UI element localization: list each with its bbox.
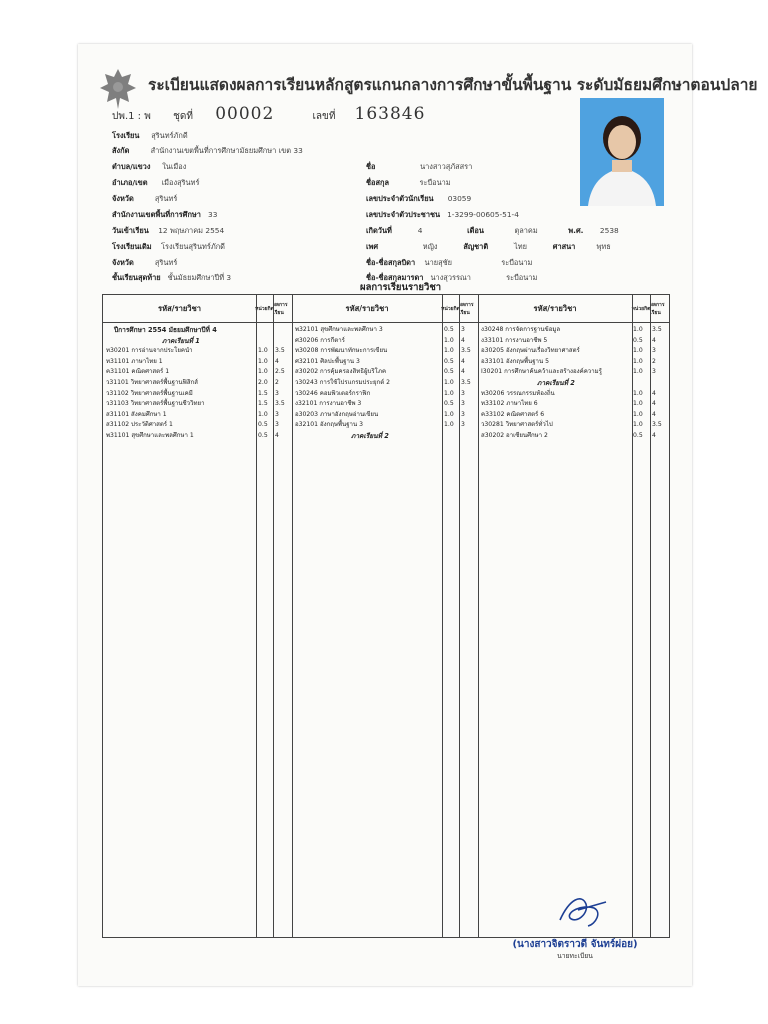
subject-name: ง33101 การงานอาชีพ 5 <box>481 336 548 344</box>
birth-row: เกิดวันที่ 4 เดือน ตุลาคม พ.ศ. 2538 <box>366 226 619 235</box>
subject-name: ค31101 คณิตศาสตร์ 1 <box>106 368 170 376</box>
results-column-1 <box>106 325 291 442</box>
grade-value: 3.5 <box>275 347 285 355</box>
semester-header-row <box>481 378 669 389</box>
citizen-id-row: เลขประจำตัวประชาชน 1-3299-00605-51-4 <box>366 210 519 219</box>
subject-row <box>295 399 477 410</box>
subject-name: ศ30206 การกีตาร์ <box>295 336 345 344</box>
subject-row <box>481 399 669 410</box>
grade-value: 3.5 <box>461 378 471 386</box>
registrar-signature <box>490 890 660 934</box>
grade-value: 3 <box>275 410 279 418</box>
subject-row <box>106 399 291 410</box>
grade-value: 2.5 <box>275 368 285 376</box>
credit-value: 1.0 <box>444 389 454 397</box>
credit-value: 1.0 <box>258 357 268 365</box>
subject-row <box>481 431 669 442</box>
previous-school-value: โรงเรียนสุรินทร์ภักดี <box>161 242 225 251</box>
nationality-value: ไทย <box>513 242 527 251</box>
results-column-2 <box>295 325 477 442</box>
subject-row <box>481 420 669 431</box>
results-section-title: ผลการเรียนรายวิชา <box>360 282 442 293</box>
subject-name: ภาคเรียนที่ 2 <box>351 431 389 440</box>
subject-row <box>106 346 291 357</box>
father-name-value: นายสุชัย <box>424 258 452 267</box>
results-column-3 <box>481 325 669 442</box>
previous-province-row: จังหวัด สุรินทร์ <box>112 258 178 267</box>
subject-name: ปีการศึกษา 2554 มัธยมศึกษาปีที่ 4 <box>114 326 217 334</box>
personal-row: เพศ หญิง สัญชาติ ไทย ศาสนา พุทธ <box>366 242 611 251</box>
grade-value: 4 <box>275 431 279 439</box>
subject-name: ส31101 สังคมศึกษา 1 <box>106 410 167 418</box>
credit-value: 0.5 <box>633 431 643 439</box>
credit-value: 1.0 <box>633 357 643 365</box>
subject-name: ท30201 การอ่านจากประโยคนำ <box>106 347 193 355</box>
semester-header-row <box>106 336 291 347</box>
grade-value: 3 <box>275 421 279 429</box>
credit-value: 1.0 <box>258 368 268 376</box>
area-value: 33 <box>208 210 218 219</box>
header-subject-1: รหัส/รายวิชา <box>103 295 256 323</box>
province-row: จังหวัด สุรินทร์ <box>112 194 178 203</box>
header-credit-2: หน่วยกิต <box>442 295 459 323</box>
form-number-row <box>112 104 425 124</box>
subject-name: อ32101 อังกฤษพื้นฐาน 3 <box>295 421 363 429</box>
birth-month-value: ตุลาคม <box>514 226 538 235</box>
subject-name: ค33102 คณิตศาสตร์ 6 <box>481 410 545 418</box>
student-photo <box>580 98 664 206</box>
grade-value: 3 <box>461 326 465 333</box>
subject-name: ว31103 วิทยาศาสตร์พื้นฐานชีววิทยา <box>106 400 205 408</box>
credit-value: 1.0 <box>444 336 454 344</box>
grade-value: 4 <box>652 389 656 397</box>
grade-value: 4 <box>275 357 279 365</box>
credit-value: 1.0 <box>258 410 268 418</box>
entry-date-value: 12 พฤษภาคม 2554 <box>158 226 225 235</box>
province-value: สุรินทร์ <box>154 194 178 203</box>
header-subject-3: รหัส/รายวิชา <box>478 295 632 323</box>
results-table <box>102 294 670 938</box>
subject-name: ว30243 การใช้โปรแกรมประยุกต์ 2 <box>295 378 391 386</box>
credit-value: 1.0 <box>258 347 268 355</box>
credit-value: 1.0 <box>633 400 643 408</box>
subject-name: ภาคเรียนที่ 2 <box>537 378 575 387</box>
previous-school-row: โรงเรียนเดิม โรงเรียนสุรินทร์ภักดี <box>112 242 225 251</box>
district-value: เมืองสุรินทร์ <box>161 178 200 187</box>
grade-value: 3 <box>461 389 465 397</box>
grade-value: 3.5 <box>275 400 285 408</box>
father-row: ชื่อ-ชื่อสกุลบิดา นายสุชัย ระบือนาม <box>366 258 533 267</box>
subject-row <box>481 357 669 368</box>
semester-header-row <box>295 431 477 442</box>
school-value: สุรินทร์ภักดี <box>151 131 188 140</box>
last-class-row: ชั้นเรียนสุดท้าย ชั้นมัธยมศึกษาปีที่ 3 <box>112 273 232 282</box>
subject-name: ท33102 ภาษาไทย 6 <box>481 400 538 408</box>
subject-name: ท30208 การพัฒนาทักษะการเขียน <box>295 347 388 355</box>
birth-year-value: 2538 <box>599 226 619 235</box>
last-class-value: ชั้นมัธยมศึกษาปีที่ 3 <box>167 273 232 282</box>
form-label: ปพ.1 : พ <box>112 111 151 122</box>
header-credit-1: หน่วยกิต <box>256 295 273 323</box>
grade-value: 4 <box>461 357 465 365</box>
subject-row <box>295 336 477 347</box>
grade-value: 2 <box>652 357 656 365</box>
previous-province-value: สุรินทร์ <box>154 258 178 267</box>
student-id-row: เลขประจำตัวนักเรียน 03059 <box>366 194 472 203</box>
credit-value: 1.5 <box>258 400 268 408</box>
subject-name: ง32101 การงานอาชีพ 3 <box>295 400 362 408</box>
credit-value: 1.0 <box>633 368 643 376</box>
subject-name: ง30248 การจัดการฐานข้อมูล <box>481 326 561 333</box>
subject-name: ว31101 วิทยาศาสตร์พื้นฐานฟิสิกส์ <box>106 378 198 386</box>
subject-name: ศ32101 ศิลปะพื้นฐาน 3 <box>295 357 360 365</box>
credit-value: 1.0 <box>633 389 643 397</box>
name-row: ชื่อ นางสาวสุภัสสรา <box>366 162 473 171</box>
credit-value: 0.5 <box>444 400 454 408</box>
subject-name: ท30206 วรรณกรรมท้องถิ่น <box>481 389 555 397</box>
grade-value: 4 <box>652 400 656 408</box>
citizen-id-value: 1-3299-00605-51-4 <box>447 210 519 219</box>
mother-row: ชื่อ-ชื่อสกุลมารดา นางสุวรรณา ระบือนาม <box>366 273 538 282</box>
document-title: ระเบียนแสดงผลการเรียนหลักสูตรแกนกลางการศึกษาขั้นพื้นฐาน ระดับมัธยมศึกษาตอนปลาย <box>148 76 758 94</box>
registrar-name: (นางสาวจิตราวดี จันทร์ผ่อย) <box>512 939 638 950</box>
credit-value: 1.0 <box>444 410 454 418</box>
subject-name: อ33101 อังกฤษพื้นฐาน 5 <box>481 357 549 365</box>
set-number: 00002 <box>215 104 275 124</box>
credit-value: 1.0 <box>633 410 643 418</box>
subject-row <box>481 410 669 421</box>
subject-name: ส31102 ประวัติศาสตร์ 1 <box>106 421 173 429</box>
grade-value: 4 <box>652 410 656 418</box>
subject-row <box>106 431 291 442</box>
header-grade-3: ผลการเรียน <box>650 295 669 323</box>
affiliation-value: สำนักงานเขตพื้นที่การศึกษามัธยมศึกษา เขต 33 <box>150 146 303 155</box>
subject-row <box>295 389 477 400</box>
religion-value: พุทธ <box>596 242 611 251</box>
registrar-title: นายทะเบียน <box>557 952 593 960</box>
subject-row <box>106 378 291 389</box>
subject-name: ว31102 วิทยาศาสตร์พื้นฐานเคมี <box>106 389 193 397</box>
document-number: 163846 <box>354 104 426 124</box>
credit-value: 1.0 <box>444 347 454 355</box>
subject-row <box>295 346 477 357</box>
subject-name: ว30246 คอมพิวเตอร์กราฟิก <box>295 389 371 397</box>
divider <box>478 295 479 937</box>
credit-value: 0.5 <box>258 431 268 439</box>
surname-row: ชื่อสกุล ระบือนาม <box>366 178 451 187</box>
header-credit-3: หน่วยกิต <box>632 295 650 323</box>
subject-row <box>295 378 477 389</box>
name-value: นางสาวสุภัสสรา <box>420 162 473 171</box>
subject-name: ส30202 การคุ้มครองสิทธิผู้บริโภค <box>295 368 387 376</box>
credit-value: 1.0 <box>444 378 454 386</box>
subject-name: อ30203 ภาษาอังกฤษอ่านเขียน <box>295 410 379 418</box>
header-subject-2: รหัส/รายวิชา <box>292 295 442 323</box>
area-row: สำนักงานเขตพื้นที่การศึกษา 33 <box>112 210 218 219</box>
credit-value: 1.0 <box>444 421 454 429</box>
subject-row <box>106 389 291 400</box>
subject-row <box>481 346 669 357</box>
subject-name: พ32101 สุขศึกษาและพลศึกษา 3 <box>295 326 383 333</box>
credit-value: 0.5 <box>444 357 454 365</box>
sex-value: หญิง <box>422 242 438 251</box>
grade-value: 3 <box>461 400 465 408</box>
subject-row <box>295 357 477 368</box>
credit-value: 0.5 <box>444 326 454 333</box>
subject-row <box>106 357 291 368</box>
surname-value: ระบือนาม <box>419 178 451 187</box>
subject-name: I30201 การศึกษาค้นคว้าและสร้างองค์ความรู้ <box>481 368 602 376</box>
subject-name: ว30281 วิทยาศาสตร์ทั่วไป <box>481 421 553 429</box>
divider <box>292 295 293 937</box>
affiliation-row: สังกัด สำนักงานเขตพื้นที่การศึกษามัธยมศึกษา เขต 33 <box>112 146 303 155</box>
header-grade-2: ผลการเรียน <box>459 295 478 323</box>
grade-value: 3.5 <box>652 421 662 429</box>
mother-name-value: นางสุวรรณา <box>430 273 471 282</box>
number-label: เลขที่ <box>312 111 336 122</box>
subject-row <box>106 367 291 378</box>
grade-value: 3 <box>652 368 656 376</box>
grade-value: 4 <box>652 431 656 439</box>
credit-value: 2.0 <box>258 378 268 386</box>
grade-value: 4 <box>652 336 656 344</box>
mother-surname-value: ระบือนาม <box>506 273 538 282</box>
subject-name: ท31101 ภาษาไทย 1 <box>106 357 163 365</box>
grade-value: 3 <box>461 410 465 418</box>
school-row: โรงเรียน สุรินทร์ภักดี <box>112 131 188 140</box>
grade-value: 3 <box>461 421 465 429</box>
father-surname-value: ระบือนาม <box>501 258 533 267</box>
subdistrict-row: ตำบล/แขวง ในเมือง <box>112 162 187 171</box>
district-row: อำเภอ/เขต เมืองสุรินทร์ <box>112 178 200 187</box>
grade-value: 4 <box>461 336 465 344</box>
subject-row <box>481 367 669 378</box>
credit-value: 1.5 <box>258 389 268 397</box>
credit-value: 1.0 <box>633 421 643 429</box>
subject-name: พ31101 สุขศึกษาและพลศึกษา 1 <box>106 431 194 439</box>
header-grade-1: ผลการเรียน <box>273 295 292 323</box>
set-label: ชุดที่ <box>173 111 193 122</box>
subject-row <box>481 336 669 347</box>
subject-row <box>295 410 477 421</box>
subject-name: อ30205 อังกฤษผ่านเรื่องวิทยาศาสตร์ <box>481 347 580 355</box>
credit-value: 0.5 <box>258 421 268 429</box>
subject-row <box>481 389 669 400</box>
grade-value: 2 <box>275 378 279 386</box>
student-id-value: 03059 <box>447 194 472 203</box>
subject-row <box>481 325 669 336</box>
subject-row <box>106 410 291 421</box>
grade-value: 3.5 <box>461 347 471 355</box>
subject-row <box>295 420 477 431</box>
subject-name: ส30202 อาเซียนศึกษา 2 <box>481 431 548 439</box>
credit-value: 1.0 <box>633 326 643 333</box>
subject-row <box>106 420 291 431</box>
grade-value: 4 <box>461 368 465 376</box>
credit-value: 0.5 <box>444 368 454 376</box>
subject-row <box>295 325 477 336</box>
subject-name: ภาคเรียนที่ 1 <box>162 336 200 345</box>
subject-row <box>295 367 477 378</box>
entry-date-row: วันเข้าเรียน 12 พฤษภาคม 2554 <box>112 226 225 235</box>
transcript-paper <box>78 44 758 986</box>
birth-day-value: 4 <box>417 226 423 235</box>
year-header-row <box>106 325 291 336</box>
grade-value: 3.5 <box>652 326 662 333</box>
credit-value: 1.0 <box>633 347 643 355</box>
credit-value: 0.5 <box>633 336 643 344</box>
grade-value: 3 <box>652 347 656 355</box>
subdistrict-value: ในเมือง <box>162 162 187 171</box>
grade-value: 3 <box>275 389 279 397</box>
